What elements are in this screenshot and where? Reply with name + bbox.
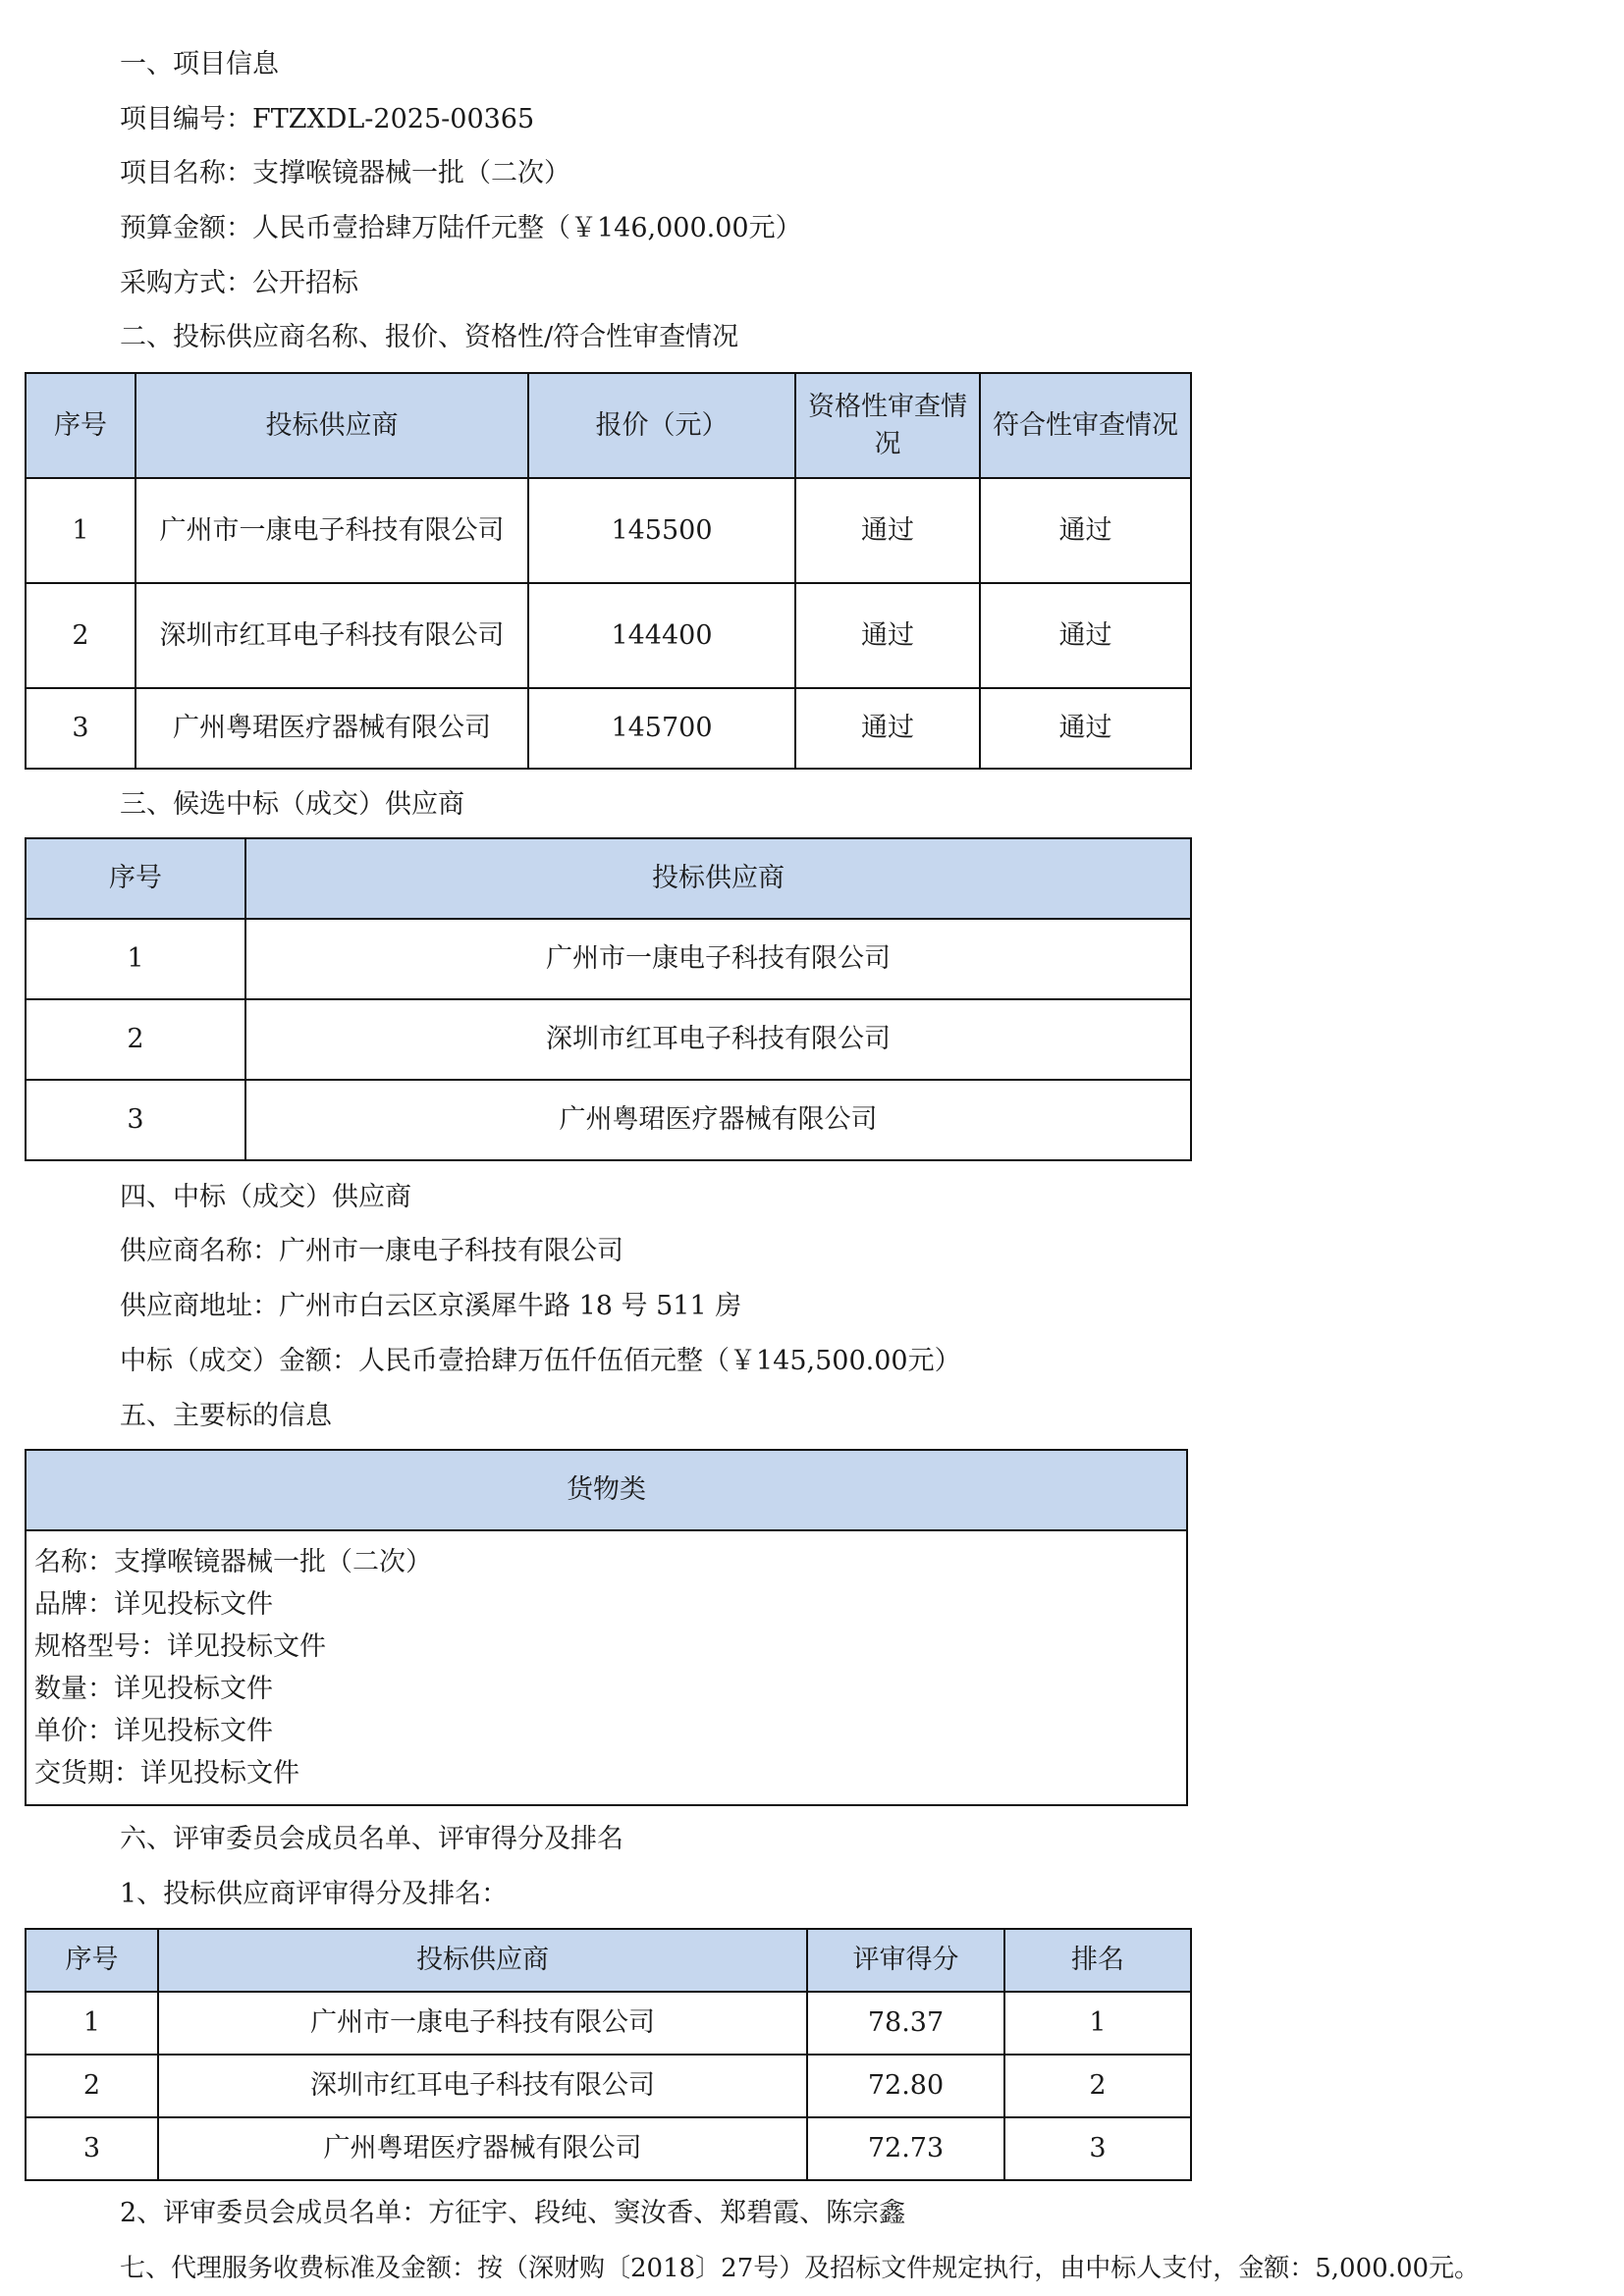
col-header-qualification: 资格性审查情况 bbox=[795, 373, 980, 478]
cell-score: 72.80 bbox=[807, 2055, 1004, 2117]
goods-details bbox=[26, 1530, 1187, 1805]
col-header-index: 序号 bbox=[26, 373, 135, 478]
cell-supplier: 广州市一康电子科技有限公司 bbox=[135, 478, 528, 583]
cell-index: 2 bbox=[26, 2055, 158, 2117]
section-2-heading: 二、投标供应商名称、报价、资格性/符合性审查情况 bbox=[120, 322, 739, 352]
col-header-index: 序号 bbox=[26, 838, 245, 919]
cell-index: 1 bbox=[26, 1992, 158, 2055]
cell-rank: 2 bbox=[1004, 2055, 1191, 2117]
col-header-rank: 排名 bbox=[1004, 1929, 1191, 1992]
cell-price: 144400 bbox=[528, 583, 795, 688]
cell-rank: 3 bbox=[1004, 2117, 1191, 2180]
cell-supplier: 深圳市红耳电子科技有限公司 bbox=[245, 999, 1191, 1080]
cell-supplier: 广州粤珺医疗器械有限公司 bbox=[135, 688, 528, 769]
section-3-heading: 三、候选中标（成交）供应商 bbox=[120, 789, 464, 820]
cell-qualification: 通过 bbox=[795, 688, 980, 769]
goods-name: 名称：支撑喉镜器械一批（二次） bbox=[34, 1547, 432, 1577]
col-header-score: 评审得分 bbox=[807, 1929, 1004, 1992]
project-name: 项目名称：支撑喉镜器械一批（二次） bbox=[120, 158, 570, 188]
col-header-conformity: 符合性审查情况 bbox=[980, 373, 1191, 478]
cell-index: 3 bbox=[26, 688, 135, 769]
section-6-heading: 六、评审委员会成员名单、评审得分及排名 bbox=[120, 1824, 623, 1854]
cell-supplier: 广州粤珺医疗器械有限公司 bbox=[158, 2117, 807, 2180]
col-header-supplier: 投标供应商 bbox=[158, 1929, 807, 1992]
table-header-row bbox=[26, 1929, 1191, 1992]
project-number: 项目编号：FTZXDL-2025-00365 bbox=[120, 104, 535, 134]
cell-index: 3 bbox=[26, 2117, 158, 2180]
cell-price: 145500 bbox=[528, 478, 795, 583]
goods-delivery: 交货期：详见投标文件 bbox=[34, 1758, 299, 1789]
table-row bbox=[26, 1080, 1191, 1160]
budget-amount: 预算金额：人民币壹拾肆万陆仟元整（￥146,000.00元） bbox=[120, 213, 802, 243]
table-row bbox=[26, 688, 1191, 769]
table-row bbox=[26, 2117, 1191, 2180]
bid-review-table bbox=[25, 372, 1192, 770]
section-1-heading: 一、项目信息 bbox=[120, 49, 279, 80]
goods-details-row bbox=[26, 1530, 1187, 1805]
section-4-heading: 四、中标（成交）供应商 bbox=[120, 1182, 411, 1212]
table-row bbox=[26, 919, 1191, 999]
cell-supplier: 广州粤珺医疗器械有限公司 bbox=[245, 1080, 1191, 1160]
cell-supplier: 广州市一康电子科技有限公司 bbox=[245, 919, 1191, 999]
goods-spec: 规格型号：详见投标文件 bbox=[34, 1631, 326, 1662]
table-row bbox=[26, 1992, 1191, 2055]
goods-brand: 品牌：详见投标文件 bbox=[34, 1589, 273, 1620]
table-header-row bbox=[26, 1450, 1187, 1530]
table-row bbox=[26, 583, 1191, 688]
table-header-row bbox=[26, 838, 1191, 919]
cell-supplier: 深圳市红耳电子科技有限公司 bbox=[135, 583, 528, 688]
cell-conformity: 通过 bbox=[980, 688, 1191, 769]
cell-index: 1 bbox=[26, 478, 135, 583]
cell-conformity: 通过 bbox=[980, 583, 1191, 688]
cell-score: 78.37 bbox=[807, 1992, 1004, 2055]
table-row bbox=[26, 478, 1191, 583]
section-5-heading: 五、主要标的信息 bbox=[120, 1401, 332, 1431]
cell-price: 145700 bbox=[528, 688, 795, 769]
table-header-row bbox=[26, 373, 1191, 478]
cell-conformity: 通过 bbox=[980, 478, 1191, 583]
cell-rank: 1 bbox=[1004, 1992, 1191, 2055]
col-header-supplier: 投标供应商 bbox=[245, 838, 1191, 919]
goods-unit-price: 单价：详见投标文件 bbox=[34, 1716, 273, 1746]
goods-info-table bbox=[25, 1449, 1188, 1806]
table-row bbox=[26, 999, 1191, 1080]
col-header-supplier: 投标供应商 bbox=[135, 373, 528, 478]
cell-index: 3 bbox=[26, 1080, 245, 1160]
cell-index: 1 bbox=[26, 919, 245, 999]
committee-members: 2、评审委员会成员名单：方征宇、段纯、窦汝香、郑碧霞、陈宗鑫 bbox=[120, 2198, 906, 2228]
col-header-index: 序号 bbox=[26, 1929, 158, 1992]
cell-score: 72.73 bbox=[807, 2117, 1004, 2180]
cell-index: 2 bbox=[26, 999, 245, 1080]
cell-supplier: 深圳市红耳电子科技有限公司 bbox=[158, 2055, 807, 2117]
table-row bbox=[26, 2055, 1191, 2117]
winning-amount: 中标（成交）金额：人民币壹拾肆万伍仟伍佰元整（￥145,500.00元） bbox=[120, 1346, 961, 1376]
agency-fee: 七、代理服务收费标准及金额：按（深财购〔2018〕27号）及招标文件规定执行，由中标人支付，金额：5,000.00元。 bbox=[120, 2254, 1481, 2283]
score-ranking-table bbox=[25, 1928, 1192, 2181]
cell-supplier: 广州市一康电子科技有限公司 bbox=[158, 1992, 807, 2055]
goods-category: 货物类 bbox=[26, 1450, 1187, 1530]
goods-quantity: 数量：详见投标文件 bbox=[34, 1674, 273, 1704]
winning-supplier-name: 供应商名称：广州市一康电子科技有限公司 bbox=[120, 1236, 623, 1266]
winning-supplier-address: 供应商地址：广州市白云区京溪犀牛路 18 号 511 房 bbox=[120, 1291, 742, 1321]
cell-qualification: 通过 bbox=[795, 583, 980, 688]
candidate-supplier-table bbox=[25, 837, 1192, 1161]
col-header-price: 报价（元） bbox=[528, 373, 795, 478]
section-6-sub-1: 1、投标供应商评审得分及排名： bbox=[120, 1879, 509, 1909]
procurement-method: 采购方式：公开招标 bbox=[120, 268, 358, 298]
cell-index: 2 bbox=[26, 583, 135, 688]
cell-qualification: 通过 bbox=[795, 478, 980, 583]
